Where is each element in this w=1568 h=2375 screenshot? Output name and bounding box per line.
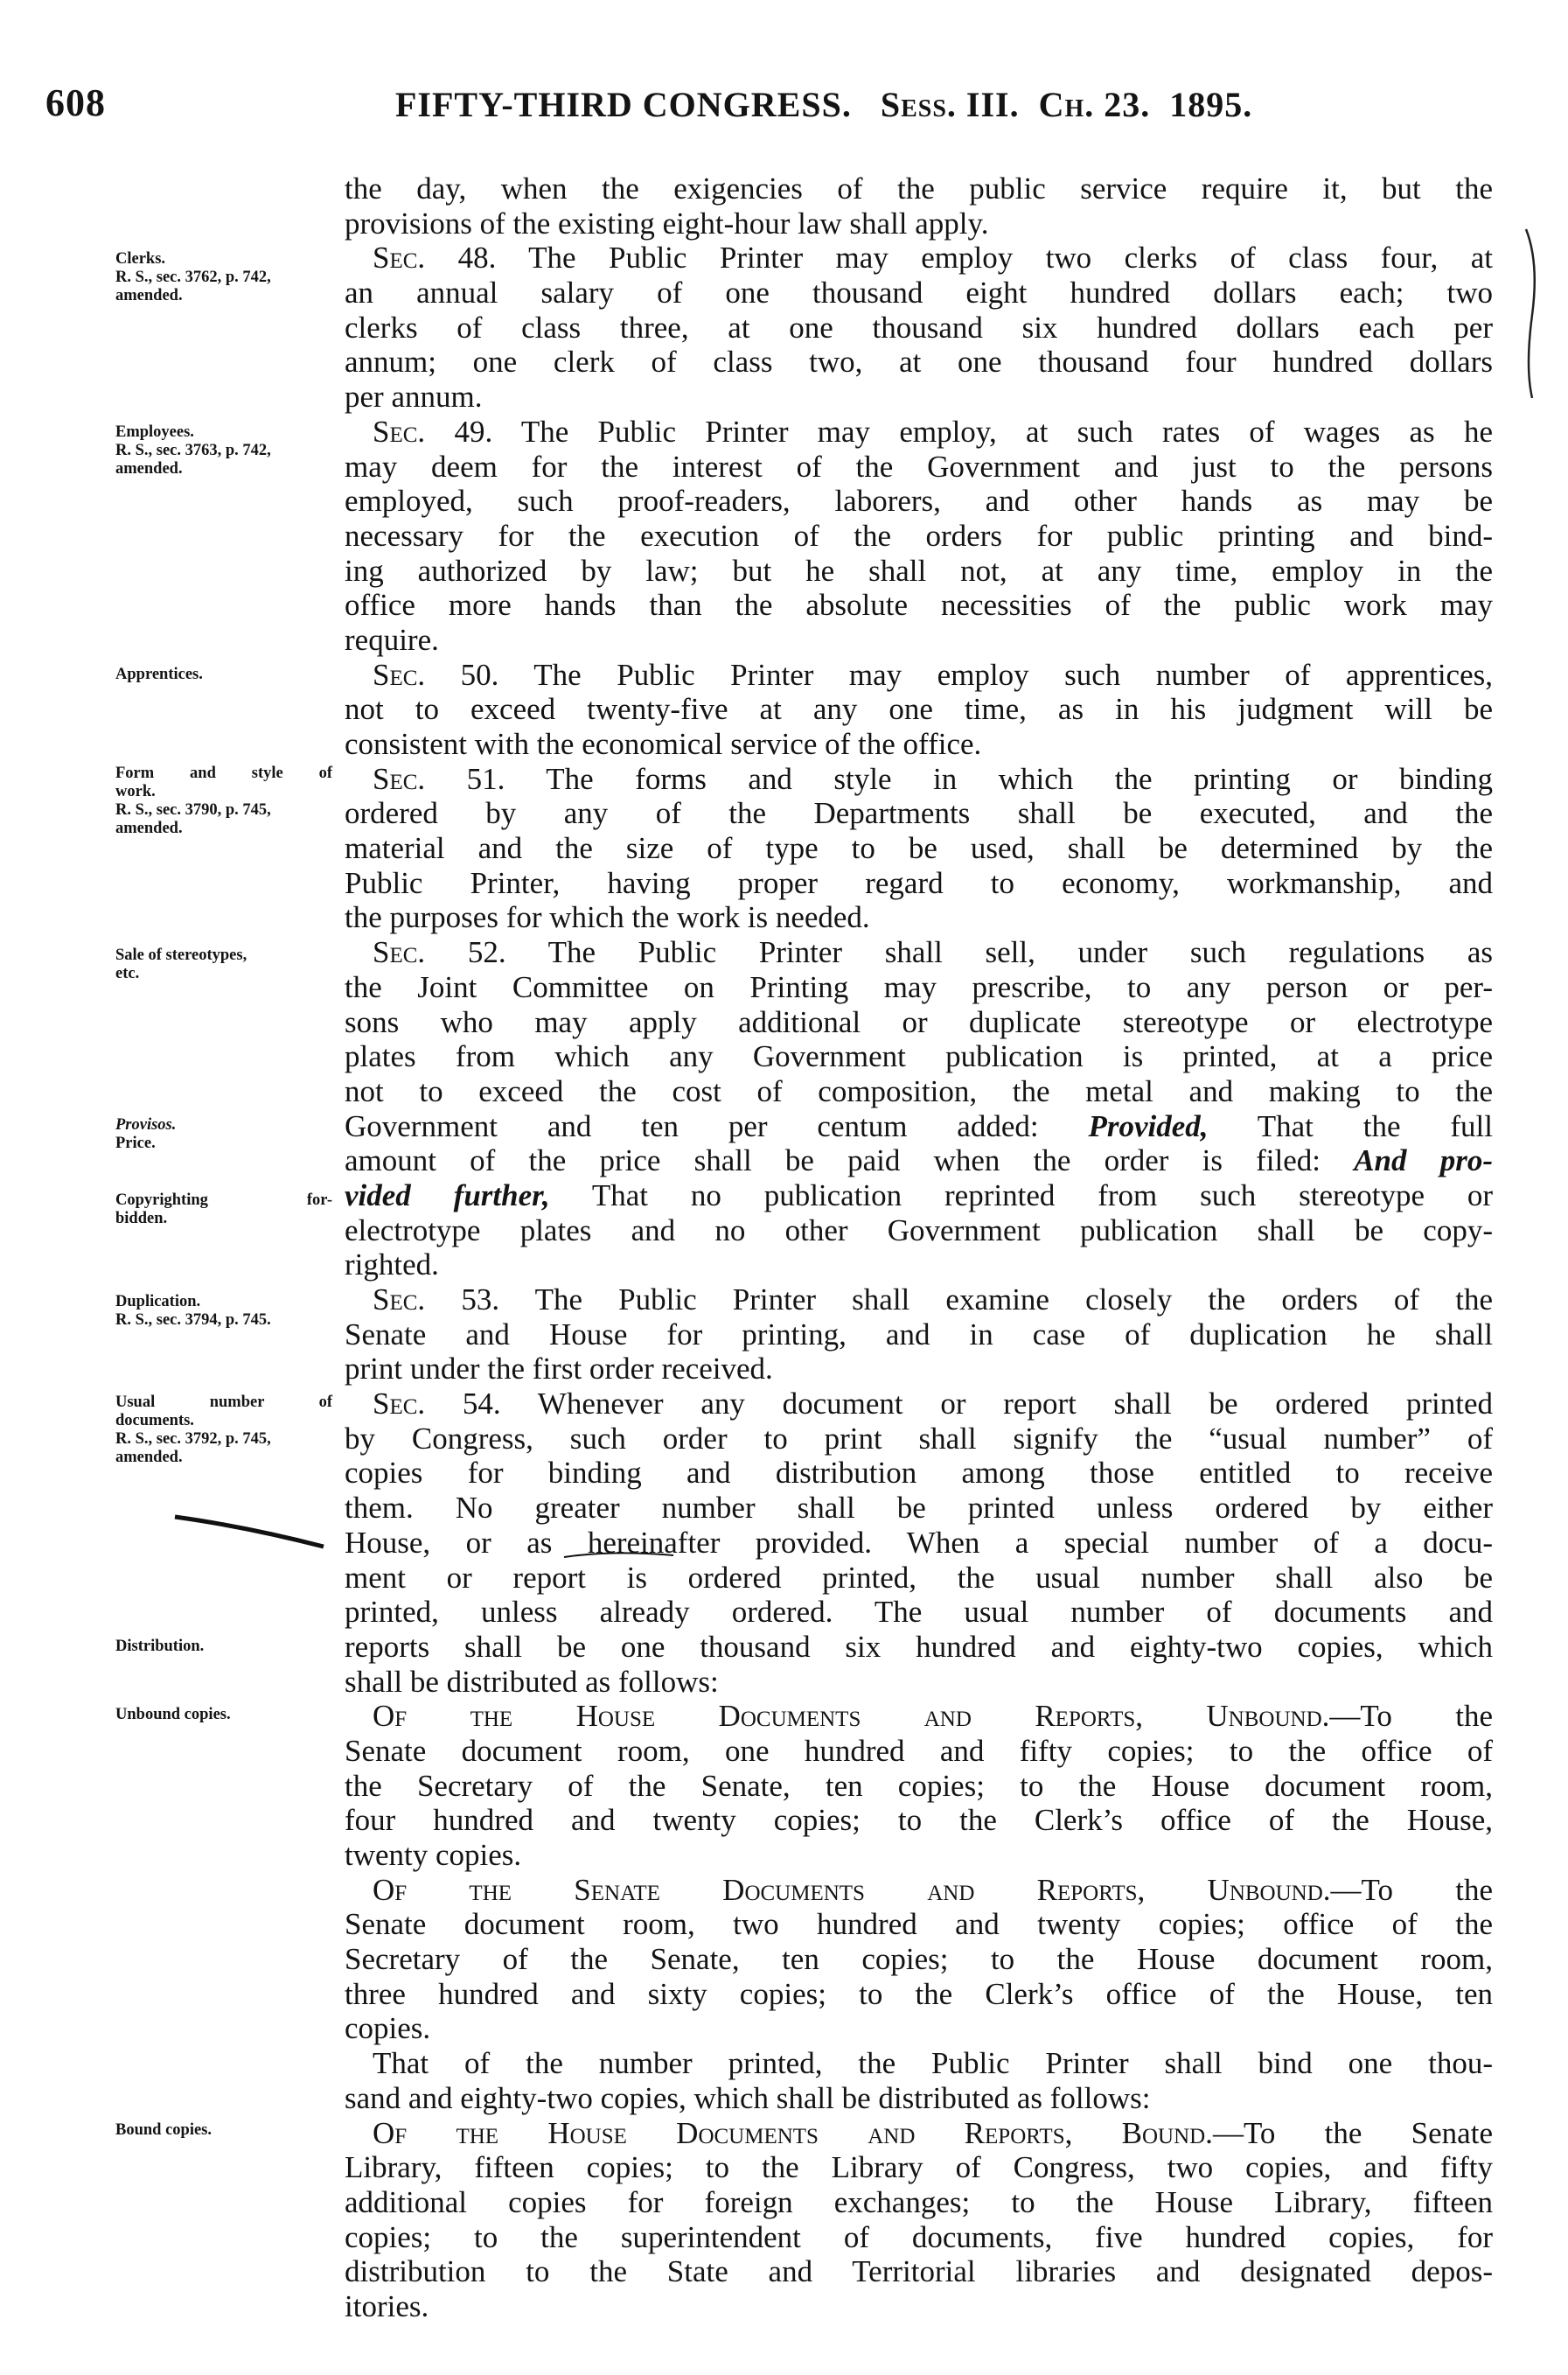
text-line (345, 935, 1493, 970)
text-line (345, 2116, 1493, 2151)
margin-note (103, 423, 332, 478)
text-run: House, or as hereinafter provided. When a special number of a docu- (345, 1525, 1493, 1560)
text-line (345, 831, 1493, 866)
running-header (395, 84, 1252, 125)
margin-note-line: amended. (115, 287, 183, 304)
text-run: twenty copies. (345, 1838, 522, 1872)
text-line (345, 1491, 1493, 1526)
text-run: —To the Senate (1212, 2115, 1493, 2150)
text-run: copies. (345, 2011, 431, 2046)
text-line (345, 2289, 1493, 2324)
text-line (345, 692, 1493, 727)
text-line (345, 1178, 1493, 1213)
margin-note-line: R. S., sec. 3763, p. 742, (115, 442, 271, 459)
text-line (345, 1561, 1493, 1596)
text-run: ordered by any of the Departments shall be executed, and the (345, 796, 1493, 831)
text-line (345, 1630, 1493, 1665)
margin-note-line: Employees. (115, 423, 194, 441)
text-line (345, 554, 1493, 589)
body-text (345, 171, 1493, 2324)
text-line (345, 1387, 1493, 1422)
text-run: —To the (1329, 1699, 1493, 1734)
text-run: an annual salary of one thousand eight hundred dollars each; two (345, 276, 1493, 311)
text-line (345, 1213, 1493, 1248)
margin-note (103, 1394, 332, 1467)
margin-note-line: Duplication. (115, 1293, 201, 1310)
text-line (345, 171, 1493, 206)
margin-note-line: bidden. (115, 1210, 168, 1227)
text-line (345, 2046, 1493, 2081)
margin-note-line: documents. (115, 1412, 194, 1429)
margin-note (103, 1706, 332, 1724)
margin-note (103, 1293, 332, 1330)
text-run: 54. Whenever any document or report shall be ordered printed (425, 1387, 1493, 1422)
text-line (345, 415, 1493, 450)
margin-note (103, 2121, 332, 2140)
margin-note-line: amended. (115, 1449, 183, 1466)
margin-note (103, 250, 332, 305)
text-line (345, 1005, 1493, 1040)
text-line (345, 1247, 1493, 1282)
text-run: That the full (1208, 1108, 1493, 1143)
text-line (345, 2220, 1493, 2255)
text-line (345, 1665, 1493, 1700)
text-run: 51. The forms and style in which the printing or binding (425, 761, 1493, 796)
text-run: copies; to the superintendent of documents, five hundred copies, for (345, 2219, 1493, 2254)
small-caps-text: Sec. (373, 657, 426, 692)
text-run: sons who may apply additional or duplicate stereotype or electrotype (345, 1004, 1493, 1039)
text-run: them. No greater number shall be printed unless ordered by either (345, 1491, 1493, 1526)
text-run: the Secretary of the Senate, ten copies; to the House document room, (345, 1768, 1493, 1803)
header-year: 1895. (1169, 85, 1253, 124)
text-line (345, 1942, 1493, 1977)
margin-note-line: Sale of stereotypes, (115, 947, 247, 964)
text-run: clerks of class three, at one thousand six hundred dollars each per (345, 310, 1493, 345)
text-line (345, 2254, 1493, 2289)
margin-note-line: R. S., sec. 3794, p. 745. (115, 1311, 271, 1329)
text-line (345, 1769, 1493, 1804)
text-run: may deem for the interest of the Government and just to the persons (345, 449, 1493, 484)
text-run: sand and eighty-two copies, which shall be distributed as follows: (345, 2080, 1151, 2115)
text-run: the Joint Committee on Printing may prescribe, to any person or per- (345, 969, 1493, 1004)
text-line (345, 1907, 1493, 1942)
text-run: 50. The Public Printer may employ such number of apprentices, (425, 657, 1493, 692)
text-line (345, 1838, 1493, 1873)
text-run: 48. The Public Printer may employ two clerks of class four, at (425, 241, 1493, 276)
small-caps-text: Sec. (373, 414, 426, 449)
text-line (345, 1143, 1493, 1178)
margin-note-line: work. (115, 783, 156, 800)
margin-note-line: amended. (115, 820, 183, 837)
text-line (345, 1803, 1493, 1838)
text-run: righted. (345, 1247, 439, 1282)
text-run: Senate document room, two hundred and twenty copies; office of the (345, 1907, 1493, 1942)
text-line (345, 1074, 1493, 1109)
text-line (345, 1352, 1493, 1387)
text-line (345, 2081, 1493, 2116)
text-run: printed, unless already ordered. The usual number of documents and (345, 1595, 1493, 1630)
text-line (345, 276, 1493, 311)
text-line (345, 658, 1493, 693)
margin-note-line: R. S., sec. 3790, p. 745, (115, 801, 271, 819)
text-run: the purposes for which the work is needed. (345, 900, 870, 935)
text-line (345, 450, 1493, 485)
small-caps-text: Sec. (373, 761, 426, 796)
text-run: amount of the price shall be paid when the order is filed: (345, 1143, 1355, 1178)
margin-note-line: Apprentices. (115, 666, 203, 683)
text-line (345, 1317, 1493, 1352)
text-run: distribution to the State and Territorial libraries and designated depos- (345, 2254, 1493, 2289)
text-run: necessary for the execution of the orders for public printing and bind- (345, 518, 1493, 553)
margin-note (103, 666, 332, 684)
text-line (345, 2011, 1493, 2046)
margin-note (103, 765, 332, 838)
margin-note-line: Clerks. (115, 250, 166, 268)
italic-text: Provided, (1088, 1108, 1209, 1143)
small-caps-text: Sec. (373, 1282, 426, 1317)
text-run: consistent with the economical service of the office. (345, 727, 982, 761)
text-run: provisions of the existing eight-hour law shall apply. (345, 206, 989, 241)
text-run: by Congress, such order to print shall signify the “usual number” of (345, 1421, 1493, 1456)
text-run: print under the first order received. (345, 1352, 773, 1387)
text-run: three hundred and sixty copies; to the Clerk’s office of the House, ten (345, 1976, 1493, 2011)
margin-note (103, 1638, 332, 1656)
margin-note-line: Usual number of (115, 1394, 332, 1411)
text-line (345, 1282, 1493, 1317)
text-run: Public Printer, having proper regard to economy, workmanship, and (345, 865, 1493, 900)
pen-bracket-mark (1526, 229, 1535, 398)
header-session: Sess. III. (880, 85, 1020, 124)
text-run: require. (345, 622, 439, 657)
italic-text: And pro- (1354, 1143, 1493, 1178)
margin-note-line: etc. (115, 965, 140, 982)
text-line (345, 1456, 1493, 1491)
text-line (345, 866, 1493, 901)
text-line (345, 345, 1493, 380)
margin-note (103, 1116, 332, 1153)
text-line (345, 2150, 1493, 2185)
small-caps-text: Of the Senate Documents and Reports, Unbound. (373, 1872, 1331, 1907)
text-line (345, 241, 1493, 276)
small-caps-text: Of the House Documents and Reports, Bound. (373, 2115, 1213, 2150)
margin-note-line: Distribution. (115, 1638, 205, 1655)
text-run: the day, when the exigencies of the public service require it, but the (345, 171, 1493, 206)
text-line (345, 1734, 1493, 1769)
text-line (345, 1526, 1493, 1561)
text-line (345, 588, 1493, 623)
text-run: Library, fifteen copies; to the Library of Congress, two copies, and fifty (345, 2150, 1493, 2185)
small-caps-text: Of the House Documents and Reports, Unbound. (373, 1699, 1330, 1734)
margin-note-line: Provisos. (115, 1116, 177, 1134)
text-line (345, 1039, 1493, 1074)
text-run: shall be distributed as follows: (345, 1664, 719, 1699)
margin-note-line: Copyrighting for- (115, 1191, 332, 1209)
header-chapter: Ch. 23. (1038, 85, 1151, 124)
text-run: additional copies for foreign exchanges; to the House Library, fifteen (345, 2184, 1493, 2219)
text-run: annum; one clerk of class two, at one thousand four hundred dollars (345, 345, 1493, 380)
text-run: employed, such proof-readers, laborers, and other hands as may be (345, 484, 1493, 519)
text-run: ment or report is ordered printed, the usual number shall also be (345, 1560, 1493, 1595)
text-run: not to exceed the cost of composition, the metal and making to the (345, 1073, 1493, 1108)
text-line (345, 762, 1493, 797)
text-line (345, 1699, 1493, 1734)
text-run: office more hands than the absolute necessities of the public work may (345, 588, 1493, 623)
margin-note-line: Unbound copies. (115, 1706, 231, 1723)
pen-arrow-mark (175, 1517, 324, 1547)
text-line (345, 1595, 1493, 1630)
text-line (345, 380, 1493, 415)
text-run: ing authorized by law; but he shall not, at any time, employ in the (345, 553, 1493, 588)
text-line (345, 727, 1493, 762)
text-line (345, 484, 1493, 519)
text-run: 49. The Public Printer may employ, at such rates of wages as he (425, 414, 1493, 449)
text-run: Government and ten per centum added: (345, 1108, 1089, 1143)
margin-note (103, 1191, 332, 1228)
text-run: four hundred and twenty copies; to the Clerk’s office of the House, (345, 1803, 1493, 1838)
text-run: Secretary of the Senate, ten copies; to the House document room, (345, 1942, 1493, 1977)
text-run: Senate document room, one hundred and fifty copies; to the office of (345, 1733, 1493, 1768)
text-run: material and the size of type to be used, shall be determined by the (345, 831, 1493, 866)
margin-note-line: Price. (115, 1135, 156, 1152)
italic-text: vided further, (345, 1177, 550, 1212)
margin-note-line: R. S., sec. 3762, p. 742, (115, 269, 271, 286)
text-line (345, 1873, 1493, 1908)
text-run: Senate and House for printing, and in case of duplication he shall (345, 1317, 1493, 1352)
text-run: That of the number printed, the Public Printer shall bind one thou- (373, 2046, 1493, 2081)
text-line (345, 2185, 1493, 2220)
text-line (345, 206, 1493, 241)
margin-note-line: amended. (115, 460, 183, 478)
text-run: itories. (345, 2288, 429, 2323)
small-caps-text: Sec. (373, 935, 426, 970)
text-run: 53. The Public Printer shall examine closely the orders of the (425, 1282, 1493, 1317)
text-line (345, 900, 1493, 935)
margin-note (103, 947, 332, 983)
text-run: copies for binding and distribution among those entitled to receive (345, 1456, 1493, 1491)
text-line (345, 311, 1493, 346)
text-run: electrotype plates and no other Government publication shall be copy- (345, 1212, 1493, 1247)
small-caps-text: Sec. (373, 241, 426, 276)
text-line (345, 623, 1493, 658)
text-run: reports shall be one thousand six hundred and eighty-two copies, which (345, 1629, 1493, 1664)
small-caps-text: Sec. (373, 1387, 426, 1422)
text-run: That no publication reprinted from such stereotype or (549, 1177, 1493, 1212)
header-title: FIFTY-THIRD CONGRESS. (395, 85, 852, 124)
margin-note-line: R. S., sec. 3792, p. 745, (115, 1430, 271, 1448)
text-run: 52. The Public Printer shall sell, under such regulations as (425, 935, 1493, 970)
text-line (345, 970, 1493, 1005)
text-line (345, 519, 1493, 554)
text-line (345, 796, 1493, 831)
text-line (345, 1422, 1493, 1456)
margin-note-line: Form and style of (115, 765, 332, 782)
page-number: 608 (45, 81, 106, 124)
text-run: plates from which any Government publication is printed, at a price (345, 1039, 1493, 1074)
text-run: not to exceed twenty-five at any one time, as in his judgment will be (345, 692, 1493, 727)
text-line (345, 1109, 1493, 1144)
text-run: —To the (1330, 1872, 1493, 1907)
text-run: per annum. (345, 380, 483, 415)
text-line (345, 1977, 1493, 2012)
margin-note-line: Bound copies. (115, 2121, 213, 2139)
